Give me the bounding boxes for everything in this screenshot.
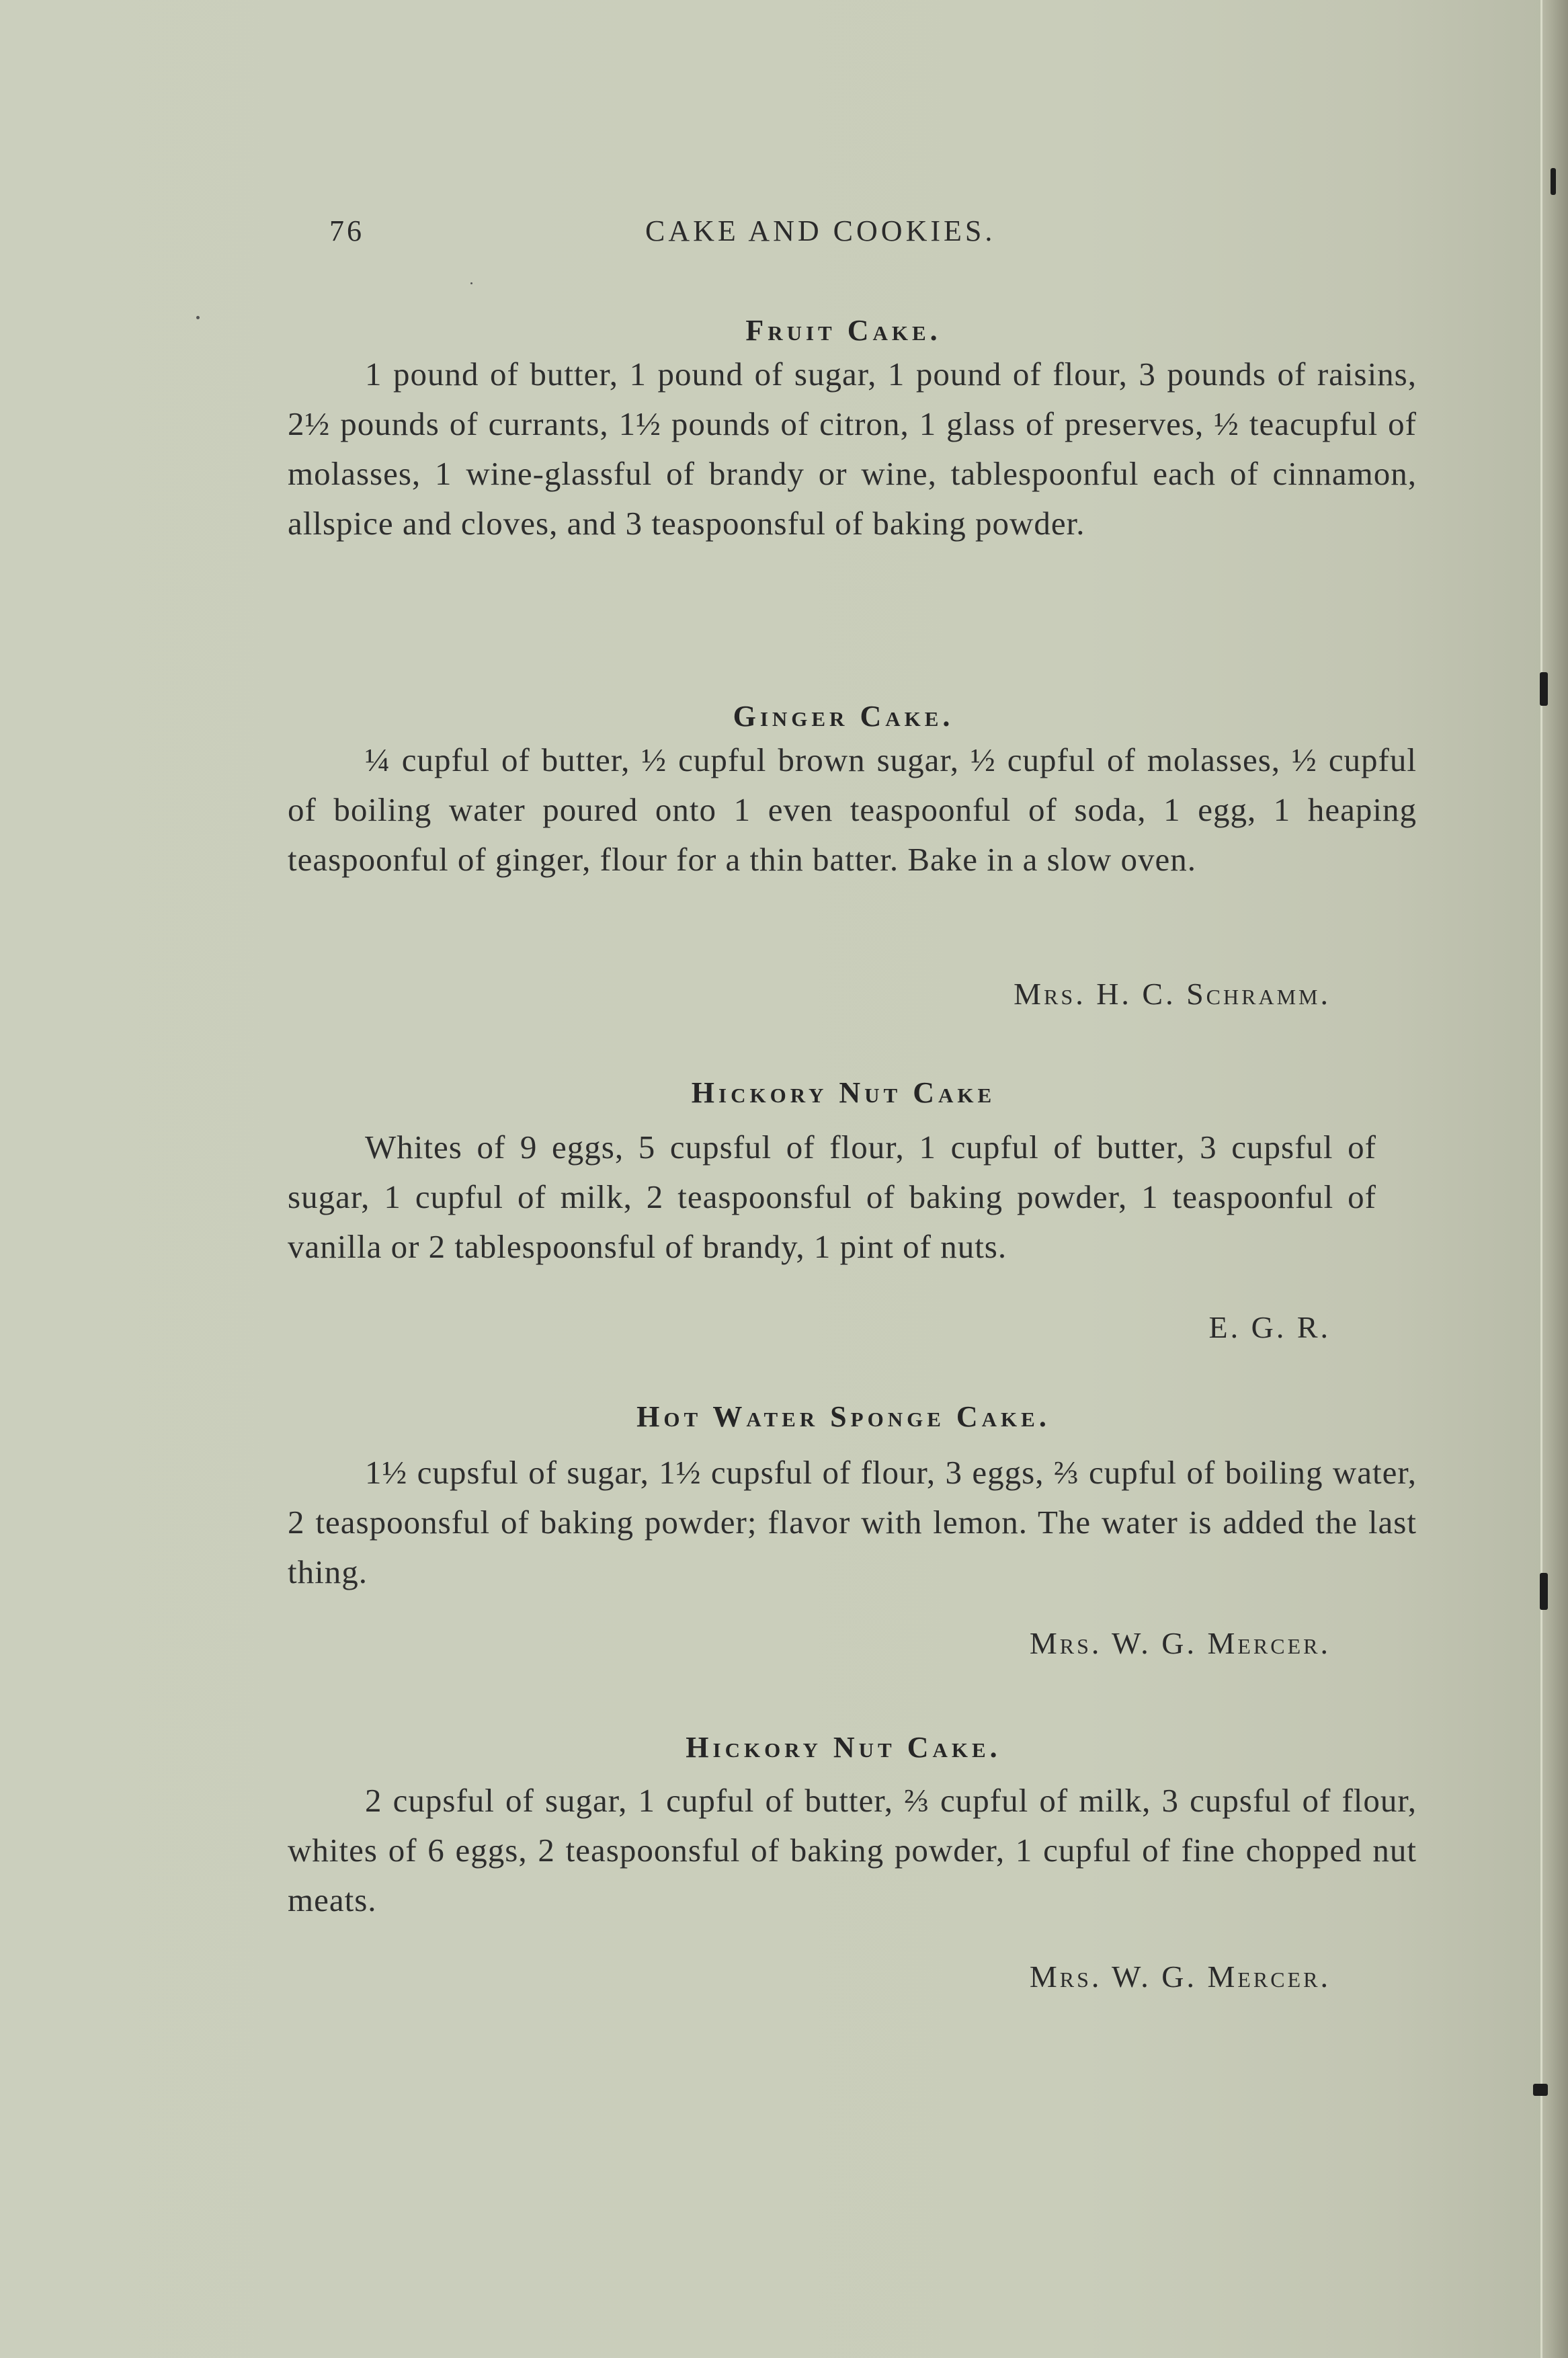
edge-mark bbox=[1540, 1573, 1548, 1610]
page-edge-shadow bbox=[1540, 0, 1568, 2358]
recipe-text-hickory-nut-cake-2: 2 cupsful of sugar, 1 cupful of butter, ⅔ cupful of milk, 3 cupsful of flour, whites of 6 eggs, 2 teaspoonsful of baking powder, 1 cupful of fine chopped nut meats. bbox=[288, 1782, 1417, 1918]
recipe-title-hickory-nut-cake: Hickory Nut Cake bbox=[691, 1076, 996, 1109]
recipe-text-hickory-nut-cake: Whites of 9 eggs, 5 cupsful of flour, 1 cupful of butter, 3 cupsful of sugar, 1 cupful of milk, 2 teaspoonsful of baking powder, 1 teaspoonful of vanilla or 2 tablespoonsful of brandy, 1 pint of nuts. bbox=[288, 1129, 1376, 1265]
recipe-attribution-hickory-nut-cake: E. G. R. bbox=[1208, 1310, 1331, 1344]
recipe-title-fruit-cake: Fruit Cake. bbox=[745, 314, 942, 347]
running-head bbox=[329, 214, 1136, 254]
recipe-attribution-hickory-nut-cake-2: Mrs. W. G. Mercer. bbox=[1029, 1959, 1331, 1994]
recipe-text-fruit-cake: 1 pound of butter, 1 pound of sugar, 1 pound of flour, 3 pounds of raisins, 2½ pounds of currants, 1½ pounds of citron, 1 glass of preserves, ½ teacupful of molasses, 1 wine-glassful of brandy or wine, tablespoonful each of cinnamon, allspice and cloves, and 3 teaspoonsful of baking powder. bbox=[288, 356, 1417, 542]
recipe-title-ginger-cake: Ginger Cake. bbox=[733, 700, 954, 733]
edge-mark bbox=[1551, 168, 1556, 195]
edge-mark bbox=[1540, 672, 1548, 706]
recipe-text-ginger-cake: ¼ cupful of butter, ½ cupful brown sugar, ½ cupful of molasses, ½ cupful of boiling water poured onto 1 even teaspoonful of soda, 1 egg, 1 heaping teaspoonful of ginger, flour for a thin batter. Bake in a slow oven. bbox=[288, 741, 1417, 878]
page-number: 76 bbox=[329, 214, 364, 247]
recipe-text-hot-water-sponge-cake: 1½ cupsful of sugar, 1½ cupsful of flour, 3 eggs, ⅔ cupful of boiling water, 2 teaspoonsful of baking powder; flavor with lemon. The water is added the last thing. bbox=[288, 1454, 1417, 1590]
recipe-title-hot-water-sponge-cake: Hot Water Sponge Cake. bbox=[636, 1400, 1050, 1433]
recipe-attribution-ginger-cake: Mrs. H. C. Schramm. bbox=[1014, 977, 1331, 1011]
running-head-title: CAKE AND COOKIES. bbox=[645, 214, 996, 247]
recipe-attribution-hot-water-sponge-cake: Mrs. W. G. Mercer. bbox=[1029, 1626, 1331, 1660]
print-speck bbox=[470, 282, 472, 284]
edge-mark bbox=[1533, 2084, 1548, 2096]
recipe-title-hickory-nut-cake-2: Hickory Nut Cake. bbox=[686, 1731, 1001, 1764]
print-speck bbox=[196, 316, 200, 319]
